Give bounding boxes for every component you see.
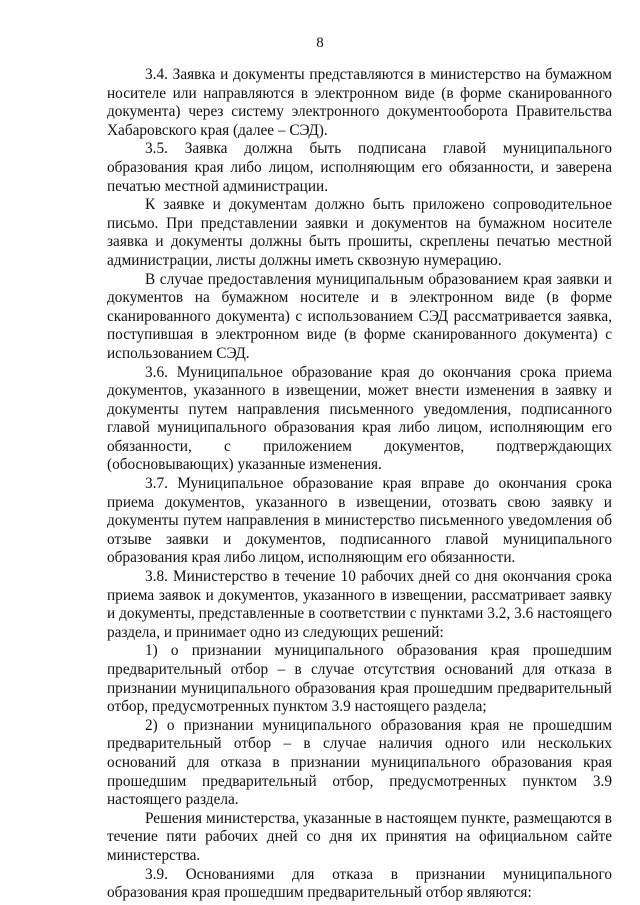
paragraph-decision-1: 1) о признании муниципального образования края прошедшим предварительный отбор – в случае отсутствия оснований для отказа в признании муниципального образования края прошедшим предварительный отбор, предусмотренных пунктом 3.9 настоящего раздела; [107, 642, 612, 716]
paragraph-publication: Решения министерства, указанные в настоящем пункте, размещаются в течение пяти рабочих дней со дня их принятия на официальном сайте министерства. [107, 809, 612, 864]
paragraph-electronic-priority: В случае предоставления муниципальным образованием края заявки и документов на бумажном носителе и в электронном виде (в форме сканированного документа) с использованием СЭД рассматривается заявка, поступившая в электронном виде (в форме сканированного документа) с использованием СЭД. [107, 270, 612, 362]
paragraph-3-7: 3.7. Муниципальное образование края вправе до окончания срока приема документов, указанного в извещении, отозвать свою заявку и документы путем направления в министерство письменного уведомления об отзыве заявки и документов, подписанного главой муниципального образования края либо лицом, исполняющим его обязанности. [107, 475, 612, 567]
paragraph-3-4: 3.4. Заявка и документы представляются в министерство на бумажном носителе или направляются в электронном виде (в форме сканированного документа) через систему электронного документооборота Правительства Хабаровского края (далее – СЭД). [107, 66, 612, 139]
paragraph-3-8: 3.8. Министерство в течение 10 рабочих дней со дня окончания срока приема заявок и документов, указанного в извещении, рассматривает заявку и документы, представленные в соответствии с пунктами 3.2, 3.6 настоящего раздела, и принимает одно из следующих решений: [107, 568, 612, 641]
paragraph-3-6: 3.6. Муниципальное образование края до окончания срока приема документов, указанного в извещении, может внести изменения в заявку и документы путем направления письменного уведомления, подписанного главой муниципального образования края либо лицом, исполняющим его обязанности, с приложением документов, подтверждающих (обосновывающих) указанные изменения. [107, 363, 612, 474]
paragraph-3-5: 3.5. Заявка должна быть подписана главой муниципального образования края либо лицом, исполняющим его обязанности, и заверена печатью местной администрации. [107, 140, 612, 195]
paragraph-3-9: 3.9. Основаниями для отказа в признании муниципального образования края прошедшим предварительный отбор являются: [107, 865, 612, 902]
paragraph-decision-2: 2) о признании муниципального образования края не прошедшим предварительный отбор – в случае наличия одного или нескольких оснований для отказа в признании муниципального образования края прошедшим предварительный отбор, предусмотренных пунктом 3.9 настоящего раздела. [107, 716, 612, 809]
page-number: 8 [316, 35, 324, 51]
document-body [107, 66, 612, 903]
paragraph-cover-letter: К заявке и документам должно быть приложено сопроводительное письмо. При представлении заявки и документов на бумажном носителе заявка и документы должны быть прошиты, скреплены печатью местной администрации, листы должны иметь сквозную нумерацию. [107, 196, 612, 269]
